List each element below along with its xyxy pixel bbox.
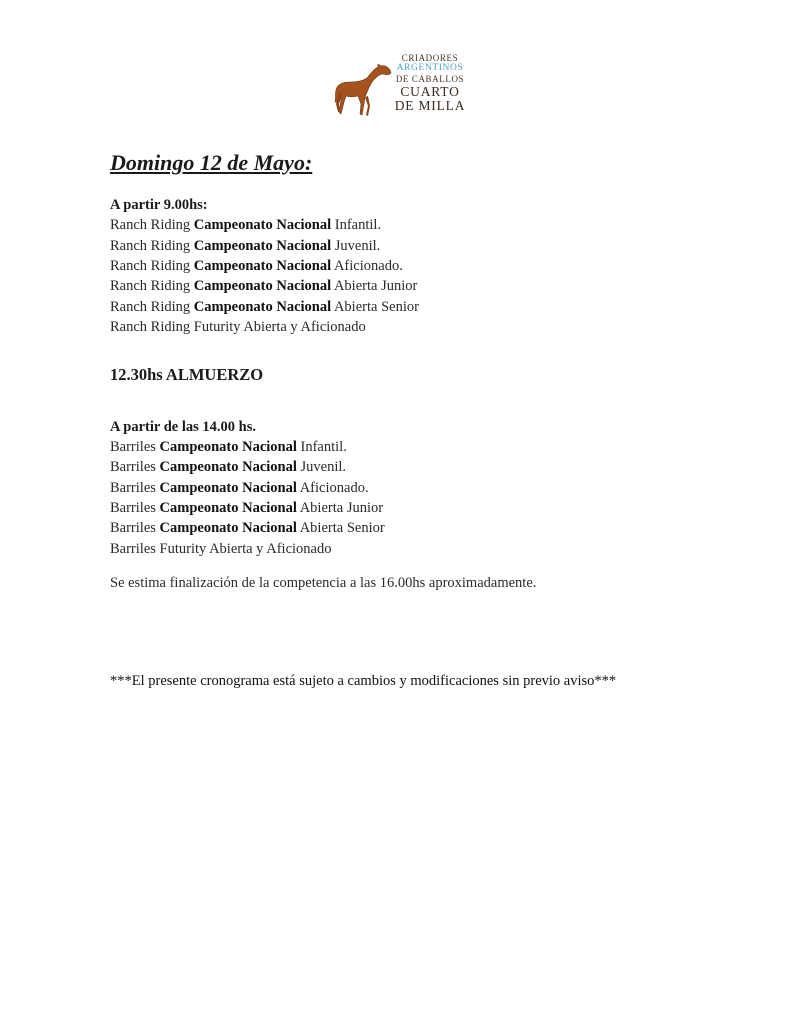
morning-item: Ranch Riding Campeonato Nacional Juvenil. xyxy=(110,237,381,254)
afternoon-item: Barriles Campeonato Nacional Abierta Junior xyxy=(110,500,384,517)
end-time-note: Se estima finalización de la competencia a las 16.00hs aproximadamente. xyxy=(110,574,537,591)
morning-item: Ranch Riding Campeonato Nacional Aficionado. xyxy=(110,257,403,274)
logo-line-cuarto: CUARTO xyxy=(400,83,460,99)
page-title: Domingo 12 de Mayo: xyxy=(110,150,313,175)
schedule-disclaimer: ***El presente cronograma está sujeto a cambios y modificaciones sin previo aviso*** xyxy=(110,672,617,689)
afternoon-item: Barriles Campeonato Nacional Aficionado. xyxy=(110,479,369,496)
afternoon-item: Barriles Campeonato Nacional Abierta Senior xyxy=(110,520,385,537)
logo-line-de-caballos: DE CABALLOS xyxy=(395,73,465,84)
lunch-heading: 12.30hs ALMUERZO xyxy=(110,365,264,385)
afternoon-heading: A partir de las 14.00 hs. xyxy=(110,419,256,436)
afternoon-item: Barriles Campeonato Nacional Juvenil. xyxy=(110,459,347,476)
horse-shape xyxy=(335,64,391,115)
afternoon-item: Barriles Futurity Abierta y Aficionado xyxy=(110,540,332,557)
organization-logo xyxy=(332,52,472,122)
horse-foreleg xyxy=(365,96,370,116)
morning-item: Ranch Riding Futurity Abierta y Aficionado xyxy=(110,318,366,335)
logo-line-de-milla: DE MILLA xyxy=(394,97,466,113)
morning-list xyxy=(110,215,750,337)
morning-heading: A partir 9.00hs: xyxy=(110,197,208,214)
logo-text xyxy=(390,54,470,113)
logo-line-argentinos: ARGENTINOS xyxy=(396,63,464,73)
morning-item: Ranch Riding Campeonato Nacional Abierta Senior xyxy=(110,298,419,315)
morning-item: Ranch Riding Campeonato Nacional Infantil. xyxy=(110,217,382,234)
logo-line-criadores: CRIADORES xyxy=(401,53,459,63)
horse-icon xyxy=(332,60,394,118)
schedule-content xyxy=(110,150,750,691)
afternoon-list xyxy=(110,437,750,559)
afternoon-item: Barriles Campeonato Nacional Infantil. xyxy=(110,439,347,456)
morning-item: Ranch Riding Campeonato Nacional Abierta Junior xyxy=(110,278,418,295)
